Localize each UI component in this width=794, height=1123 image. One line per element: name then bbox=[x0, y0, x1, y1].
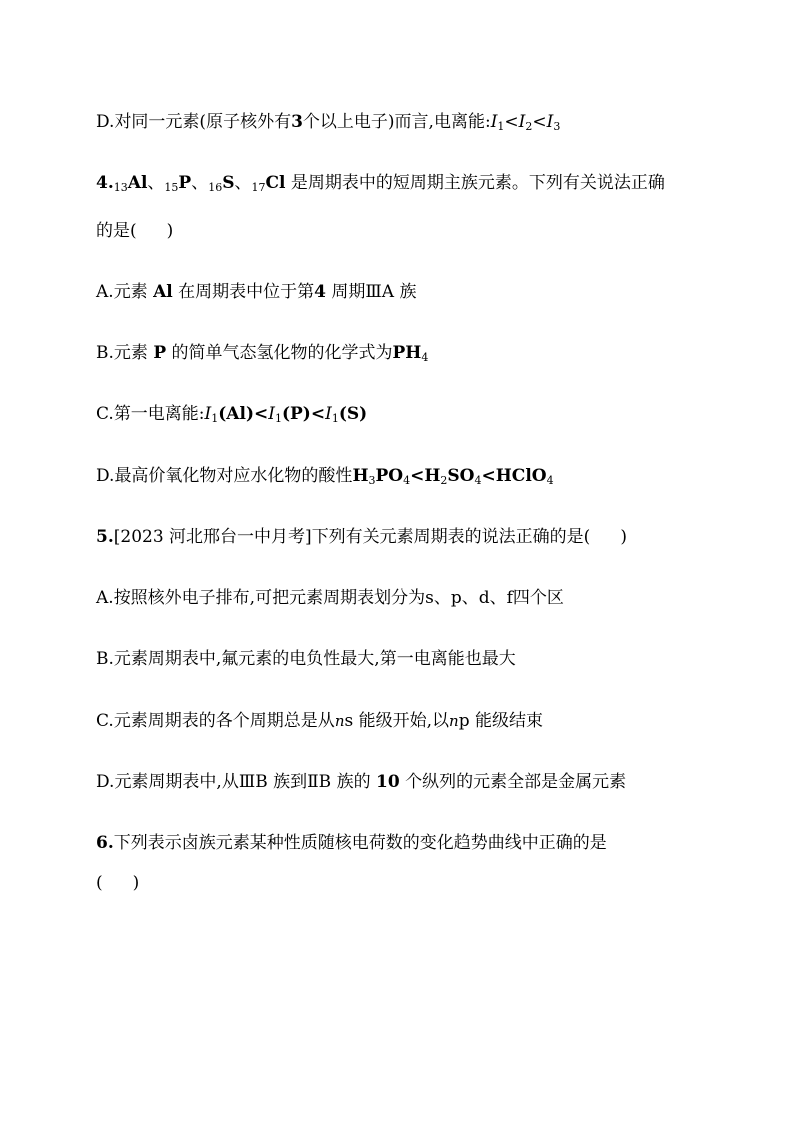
option-label: D. bbox=[96, 112, 115, 132]
q4-option-c: C.第一电离能$:I_1(Al)<I_1(P)<I_1(S)$ bbox=[96, 404, 368, 425]
q5-option-b: B.元素周期表中,氟元素的电负性最大,第一电离能也最大 bbox=[96, 649, 516, 669]
answer-blank-close: ) bbox=[166, 221, 174, 241]
option-label: C. bbox=[96, 404, 114, 424]
q3-option-d: D.对同一元素(原子核外有3个以上电子)而言,电离能$:I_1<I_2<I_3$ bbox=[96, 112, 561, 133]
question-6-stem: 6.下列表示卤族元素某种性质随核电荷数的变化趋势曲线中正确的是 bbox=[96, 833, 607, 853]
option-label: D. bbox=[96, 466, 115, 486]
q4-option-a: A.元素 Al 在周期表中位于第4 周期ⅢA 族 bbox=[96, 282, 417, 302]
option-label: B. bbox=[96, 649, 114, 669]
option-label: B. bbox=[96, 343, 114, 363]
option-label: A. bbox=[96, 282, 114, 302]
question-4-stem: $4._{13}Al$、$_{15}$P、$_{16}$S、$_{17}$Cl 是周期表中的短周期主族元素。下列有关说法正确 bbox=[96, 173, 665, 194]
question-number: 5. bbox=[96, 527, 114, 547]
question-5-stem: 5.[2023 河北邢台一中月考]下列有关元素周期表的说法正确的是( ) bbox=[96, 527, 627, 547]
question-4-stem-line2: 的是( ) bbox=[96, 221, 174, 241]
option-label: A. bbox=[96, 588, 114, 608]
q4-option-b: B.元素 P 的简单气态氢化物的化学式为$PH_4$ bbox=[96, 343, 429, 364]
question-source: [2023 河北邢台一中月考] bbox=[113, 527, 312, 547]
q4-option-d: D.最高价氧化物对应水化物的酸性$H_3PO_4<H_2SO_4<HClO_4$ bbox=[96, 466, 554, 487]
question-6-stem-line2: ( ) bbox=[96, 873, 140, 893]
q5-option-c: C.元素周期表的各个周期总是从ns 能级开始,以np 能级结束 bbox=[96, 711, 543, 731]
option-label: D. bbox=[96, 772, 115, 792]
question-number: 6. bbox=[96, 833, 114, 853]
q5-option-d: D.元素周期表中,从ⅢB 族到ⅡB 族的 10 个纵列的元素全部是金属元素 bbox=[96, 772, 627, 792]
question-number: 4. bbox=[96, 173, 114, 193]
option-label: C. bbox=[96, 711, 114, 731]
answer-blank-close: ) bbox=[132, 873, 140, 893]
q5-option-a: A.按照核外电子排布,可把元素周期表划分为s、p、d、f四个区 bbox=[96, 588, 564, 608]
answer-blank-close: ) bbox=[620, 527, 627, 547]
